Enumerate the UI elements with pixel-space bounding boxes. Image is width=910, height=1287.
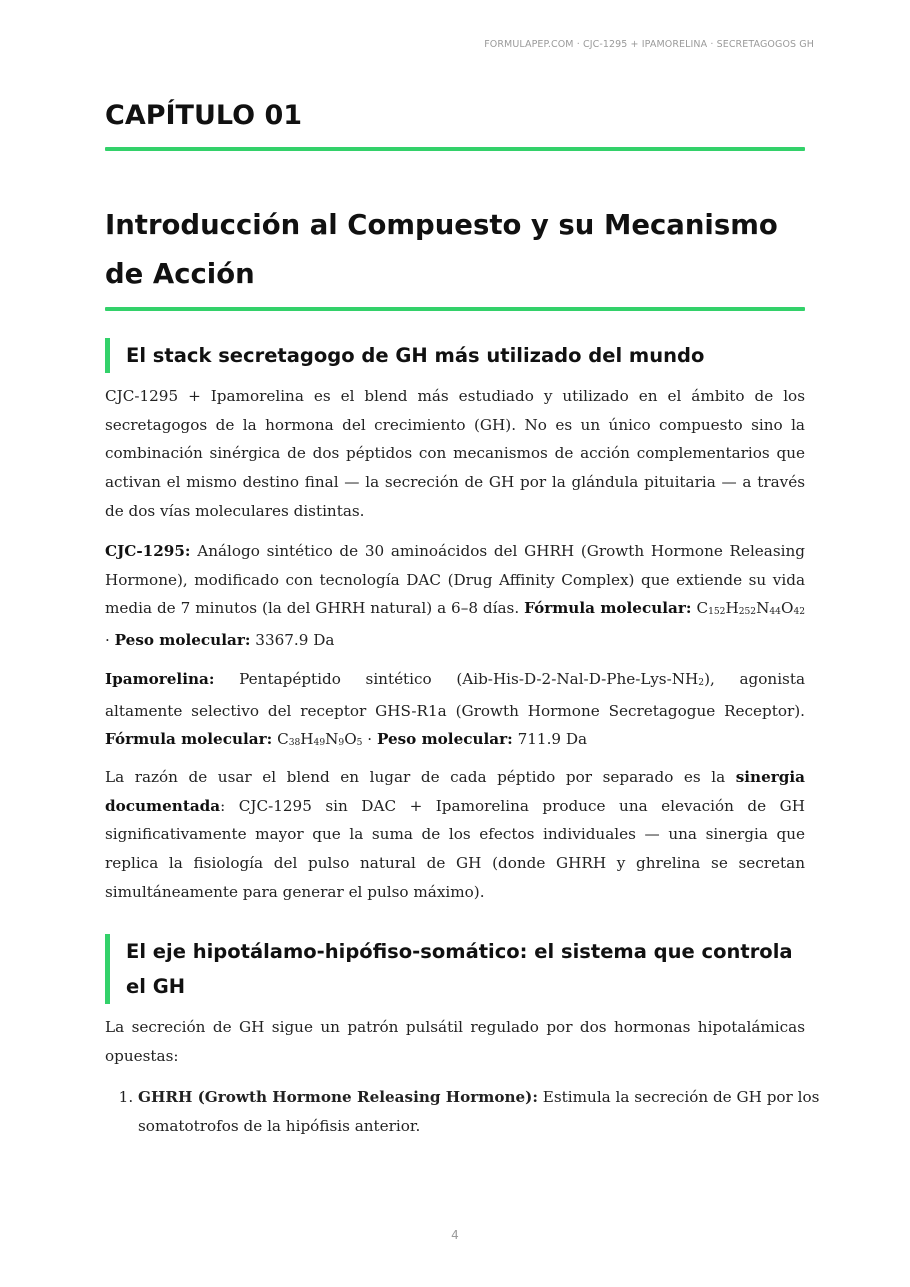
cjc-weight: 3367.9 Da (250, 631, 335, 650)
chapter-heading: CAPÍTULO 01 (105, 100, 303, 131)
page-number: 4 (451, 1228, 459, 1242)
ipa-name: Ipamorelina: (105, 670, 215, 688)
intro-paragraph: CJC-1295 + Ipamorelina es el blend más estudiado y utilizado en el ámbito de los secretagogos de la hormona del crecimiento (GH). No es un único compuesto sino la combinación sinérgica de dos péptidos con mecanismos de acción complementarios que activan el mismo destino final — la secreción de GH por la glándula pituitaria — a través de dos vías moleculares distintas. (105, 387, 805, 520)
ipamorelin-paragraph: Ipamorelina: Pentapéptido sintético $(Aib-His-D-2-Nal-D-Phe-Lys-NH_2)$, agonista altamente selectivo del receptor GHS-R1a (Growth Hormone Secretagogue Receptor). Fórmula molecular: $C_{38}H_{49}N_9O_5$ · Peso molecular: 711.9 Da (105, 670, 805, 749)
section-heading-axis: El eje hipotálamo-hipófiso-somático: el sistema que controla el GH (105, 934, 805, 1004)
list-item: 1. GHRH (Growth Hormone Releasing Hormone): Estimula la secreción de GH por los somatotrofos de la hipófisis anterior. (138, 1083, 838, 1140)
ipa-formula-label: Fórmula molecular: (105, 730, 273, 749)
section-heading-stack: El stack secretagogo de GH más utilizado del mundo (105, 338, 805, 373)
synergy-emphasis: sinergia documentada (105, 768, 805, 815)
cjc-paragraph: CJC-1295: Análogo sintético de 30 aminoácidos del GHRH (Growth Hormone Releasing Hormone), modificado con tecnología DAC (Drug Affinity Complex) que extiende su vida media de 7 minutos (la del GHRH natural) a 6–8 días. Fórmula molecular: $C_{152}H_{252}N_{44}O_{42}$ · Peso molecular: 3367.9 Da (105, 542, 806, 650)
cjc-formula-label: Fórmula molecular: (524, 599, 692, 618)
axis-intro-paragraph: La secreción de GH sigue un patrón pulsátil regulado por dos hormonas hipotalámicas opuestas: (105, 1018, 805, 1065)
running-header: FORMULAPEP.COM · CJC-1295 + IPAMORELINA · SECRETAGOGOS GH (484, 39, 814, 50)
ipa-description: Pentapéptido sintético $(Aib-His-D-2-Nal-D-Phe-Lys-NH_2)$, agonista altamente selectivo del receptor GHS-R1a (Growth Hormone Secretagogue Receptor). (105, 670, 805, 720)
cjc-formula: $C_{152}H_{252}N_{44}O_{42}$ (696, 599, 806, 618)
cjc-name: CJC-1295: (105, 542, 191, 560)
chapter-rule (105, 147, 805, 151)
synergy-paragraph: La razón de usar el blend en lugar de cada péptido por separado es la sinergia documentada: CJC-1295 sin DAC + Ipamorelina produce una elevación de GH significativamente mayor que la suma de los efectos individuales — una sinergia que replica la fisiología del pulso natural de GH (donde GHRH y ghrelina se secretan simultáneamente para generar el pulso máximo). (105, 768, 805, 901)
ipa-weight: 711.9 Da (512, 730, 588, 749)
cjc-description: Análogo sintético de 30 aminoácidos del GHRH (Growth Hormone Releasing Hormone), modificado con tecnología DAC (Drug Affinity Complex) que extiende su vida media de 7 minutos (la del GHRH natural) a 6–8 días. (105, 542, 805, 618)
cjc-weight-label: Peso molecular: (114, 631, 251, 650)
hormone-list (105, 1083, 838, 1140)
page-title: Introducción al Compuesto y su Mecanismo de Acción (105, 209, 778, 290)
ipa-weight-label: Peso molecular: (376, 730, 513, 749)
ipa-formula: $C_{38}H_{49}N_9O_5$ (277, 730, 363, 749)
title-rule (105, 307, 805, 311)
